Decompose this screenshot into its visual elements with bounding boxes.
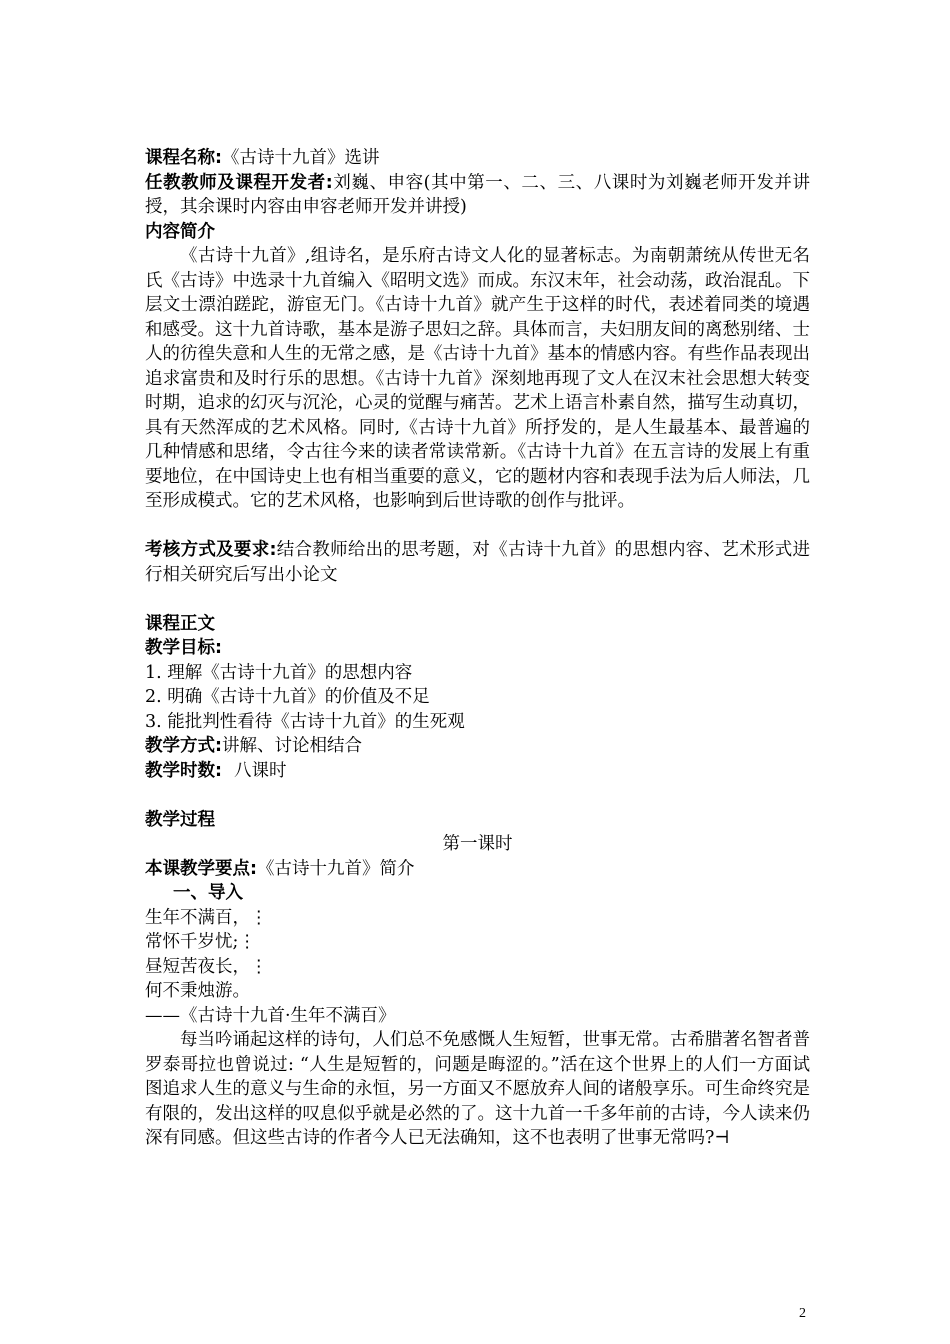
- poem-line: 生年不满百，⋮: [145, 907, 268, 928]
- method-label: 教学方式:: [145, 736, 222, 756]
- assessment-label: 考核方式及要求:: [145, 540, 277, 560]
- page-number: 2: [799, 1306, 806, 1321]
- course-name-line: [145, 146, 810, 171]
- method-value: 讲解、讨论相结合: [222, 736, 362, 756]
- assessment-value: 结合教师给出的思考题，对《古诗十九首》的思想内容、艺术形式进行相关研究后写出小论文: [145, 540, 810, 585]
- intro-heading: 内容简介: [145, 221, 215, 242]
- lesson-title: 第一课时: [442, 834, 513, 854]
- section-one-heading: 一、导入: [173, 883, 243, 903]
- hours-value: 八课时: [234, 760, 287, 781]
- teacher-line: [145, 171, 810, 220]
- poem-source: ——《古诗十九首·生年不满百》: [145, 1005, 396, 1026]
- poem-line: 昼短苦夜长，⋮: [145, 956, 268, 977]
- course-name-value: 《古诗十九首》选讲: [222, 148, 380, 168]
- key-label: 本课教学要点:: [145, 858, 257, 879]
- poem-line: 何不秉烛游。: [145, 981, 250, 1001]
- goal-item: 1. 理解《古诗十九首》的思想内容: [145, 662, 413, 683]
- intro-paragraph: 《古诗十九首》,组诗名，是乐府古诗文人化的显著标志。为南朝萧统从传世无名氏《古诗》中选录十九首编入《昭明文选》而成。东汉末年，社会动荡，政治混乱。下层文士漂泊蹉跎，游宦无门。《古诗十九首》就产生于这样的时代，表述着同类的境遇和感受。这十九首诗歌，基本是游子思妇之辞。具体而言，夫妇朋友间的离愁别绪、士人的彷徨失意和人生的无常之感，是《古诗十九首》基本的情感内容。有些作品表现出追求富贵和及时行乐的思想。《古诗十九首》深刻地再现了文人在汉末社会思想大转变时期，追求的幻灭与沉沦，心灵的觉醒与痛苦。艺术上语言朴素自然，描写生动真切，具有天然浑成的艺术风格。同时,《古诗十九首》所抒发的，是人生最基本、最普遍的几种情感和思绪，令古往今来的读者常读常新。《古诗十九首》在五言诗的发展上有重要地位，在中国诗史上也有相当重要的意义，它的题材内容和表现手法为后人师法，几至形成模式。它的艺术风格，也影响到后世诗歌的创作与批评。: [145, 246, 810, 511]
- goal-item: 3. 能批判性看待《古诗十九首》的生死观: [145, 711, 465, 732]
- goal-item: 2. 明确《古诗十九首》的价值及不足: [145, 687, 430, 707]
- course-name-label: 课程名称:: [145, 148, 222, 168]
- closing-paragraph: 每当吟诵起这样的诗句，人们总不免感慨人生短暂，世事无常。古希腊著名智者普罗泰哥拉也曾说过: “人生是短暂的，问题是晦涩的。”活在这个世界上的人们一方面试图追求人生的意义与生命的永恒，另一方面又不愿放弃人间的诸般享乐。可生命终究是有限的，发出这样的叹息似乎就是必然的了。这十九首一千多年前的古诗，今人读来仍深有同感。但这些古诗的作者今人已无法确知，这不也表明了世事无常吗?⊣: [145, 1030, 810, 1148]
- hours-label: 教学时数:: [145, 760, 222, 781]
- document-page: [145, 146, 810, 1151]
- key-value: 《古诗十九首》简介: [257, 858, 415, 879]
- method-line: [145, 734, 810, 759]
- assessment-line: [145, 538, 810, 587]
- hours-line: [145, 759, 810, 784]
- key-line: [145, 857, 810, 882]
- teacher-value: 刘巍、申容(其中第一、二、三、八课时为刘巍老师开发并讲授，其余课时内容由申容老师开发并讲授): [145, 172, 811, 217]
- main-heading: 课程正文: [145, 613, 215, 634]
- poem-line: 常怀千岁忧;⋮: [145, 932, 256, 952]
- goals-heading: 教学目标:: [145, 638, 222, 658]
- process-heading: 教学过程: [145, 809, 215, 830]
- teacher-label: 任教教师及课程开发者:: [145, 172, 333, 193]
